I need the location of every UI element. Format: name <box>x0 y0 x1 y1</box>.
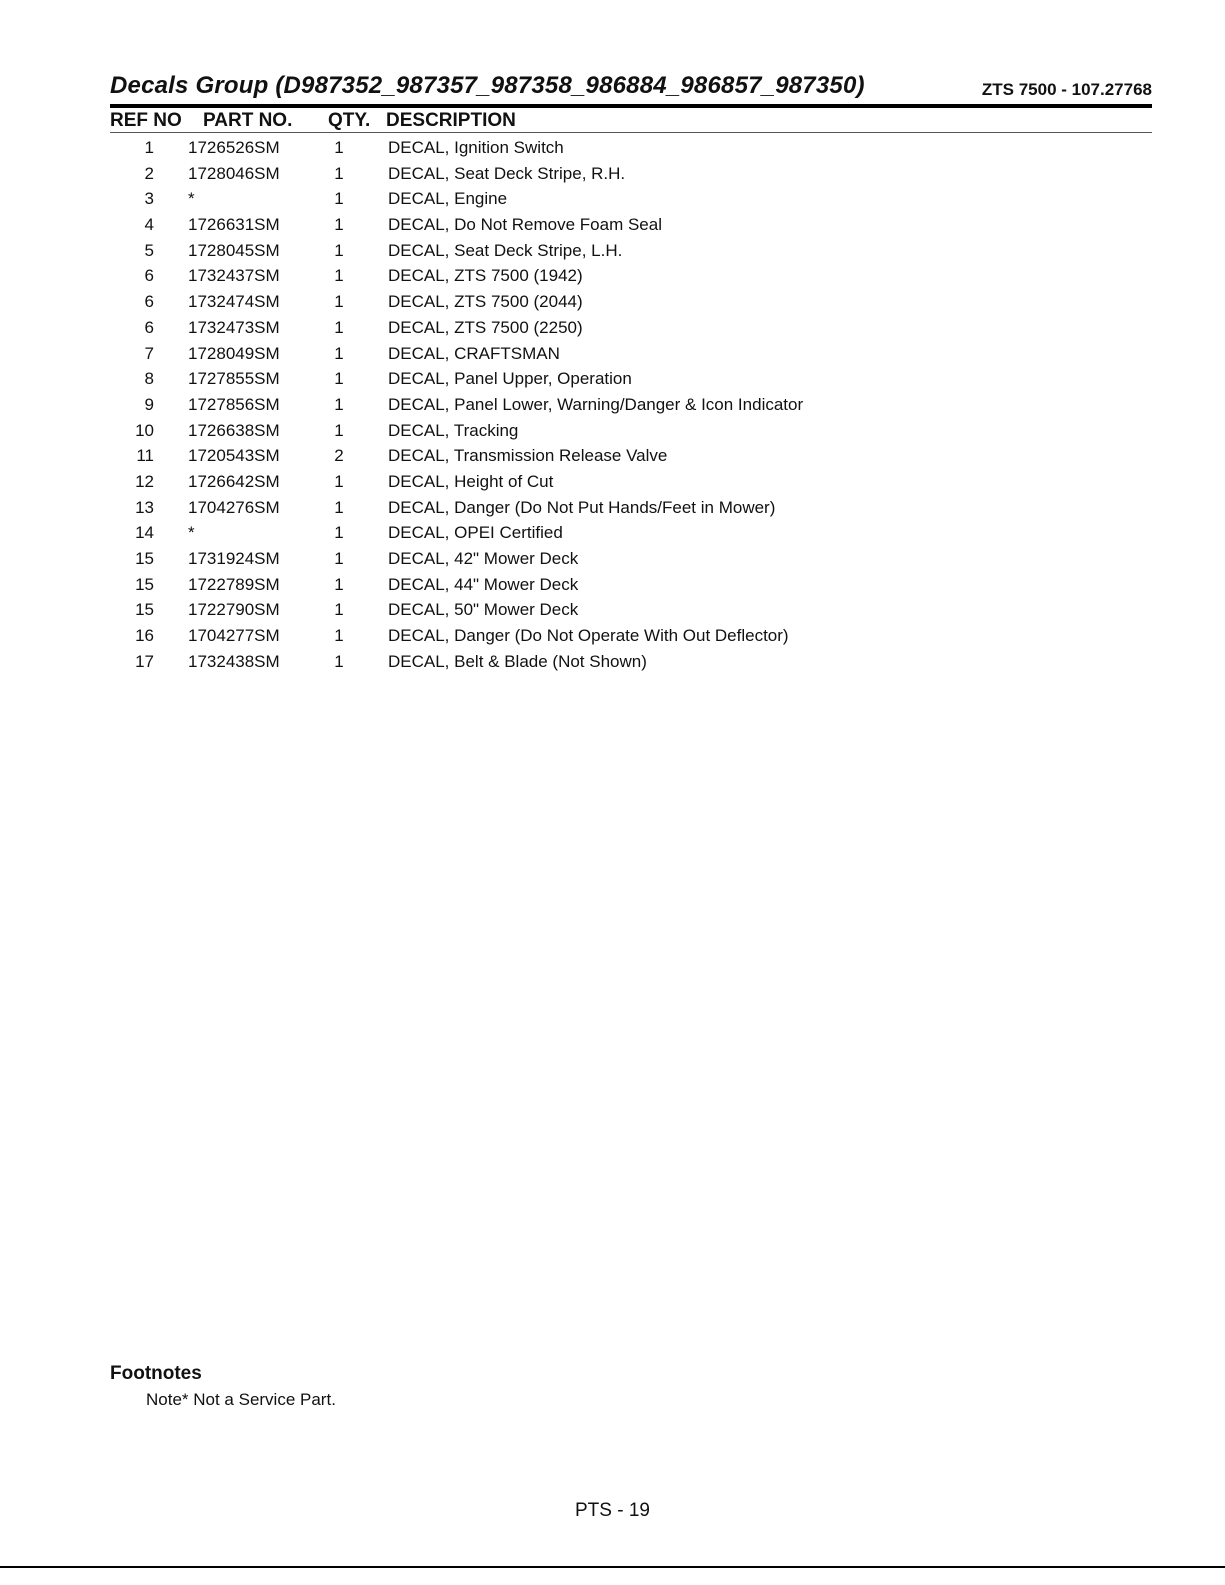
part-no-cell: 1727856SM <box>188 394 280 414</box>
ref-no-cell: 10 <box>135 420 154 440</box>
description-cell: DECAL, Seat Deck Stripe, R.H. <box>388 163 626 183</box>
part-no-cell: 1726638SM <box>188 420 280 440</box>
column-header-qty: QTY. <box>328 110 371 131</box>
qty-cell: 1 <box>334 626 344 646</box>
table-row <box>110 368 1152 394</box>
qty-cell: 1 <box>334 523 344 543</box>
part-no-cell: 1726631SM <box>188 215 280 235</box>
part-no-cell: 1727855SM <box>188 369 280 389</box>
qty-cell: 1 <box>334 600 344 620</box>
ref-no-cell: 6 <box>144 266 154 286</box>
table-row <box>110 522 1152 548</box>
page-title: Decals Group (D987352_987357_987358_986884_986857_987350) <box>110 72 865 99</box>
qty-cell: 1 <box>334 549 344 568</box>
table-row <box>110 471 1152 497</box>
ref-no-cell: 16 <box>135 626 154 646</box>
table-row <box>110 420 1152 446</box>
description-cell: DECAL, ZTS 7500 (1942) <box>388 266 583 286</box>
description-cell: DECAL, 44" Mower Deck <box>388 574 579 594</box>
ref-no-cell: 14 <box>135 523 154 543</box>
ref-no-cell: 7 <box>144 343 154 363</box>
qty-cell: 1 <box>334 138 344 157</box>
table-header <box>110 110 1152 133</box>
column-header-description: DESCRIPTION <box>386 110 516 131</box>
description-cell: DECAL, ZTS 7500 (2250) <box>388 317 583 337</box>
ref-no-cell: 6 <box>144 317 154 337</box>
qty-cell: 1 <box>334 215 344 235</box>
qty-cell: 1 <box>334 240 344 260</box>
qty-cell: 1 <box>334 369 344 389</box>
part-no-cell: 1732438SM <box>188 651 280 671</box>
page-header <box>110 70 1152 108</box>
part-no-cell: 1726642SM <box>188 471 280 491</box>
ref-no-cell: 3 <box>144 189 154 209</box>
table-row <box>110 163 1152 189</box>
description-cell: DECAL, Seat Deck Stripe, L.H. <box>388 240 623 260</box>
parts-table <box>110 137 1152 676</box>
ref-no-cell: 12 <box>135 471 154 491</box>
table-row <box>110 497 1152 523</box>
column-header-part-no: PART NO. <box>203 110 293 131</box>
qty-cell: 1 <box>334 343 344 363</box>
description-cell: DECAL, OPEI Certified <box>388 523 563 543</box>
description-cell: DECAL, Belt & Blade (Not Shown) <box>388 651 647 671</box>
ref-no-cell: 15 <box>135 574 154 594</box>
table-row <box>110 599 1152 625</box>
ref-no-cell: 5 <box>144 240 154 260</box>
part-no-cell: 1728046SM <box>188 163 280 183</box>
table-row <box>110 394 1152 420</box>
ref-no-cell: 2 <box>144 163 154 183</box>
qty-cell: 1 <box>334 497 344 517</box>
description-cell: DECAL, Do Not Remove Foam Seal <box>388 215 662 235</box>
table-row <box>110 188 1152 214</box>
ref-no-cell: 15 <box>135 600 154 620</box>
description-cell: DECAL, 42" Mower Deck <box>388 549 579 568</box>
footnotes-heading: Footnotes <box>110 1363 202 1384</box>
qty-cell: 1 <box>334 317 344 337</box>
ref-no-cell: 11 <box>136 446 154 466</box>
part-no-cell: * <box>188 189 195 209</box>
table-row <box>110 445 1152 471</box>
description-cell: DECAL, Tracking <box>388 420 519 440</box>
ref-no-cell: 6 <box>144 292 154 312</box>
ref-no-cell: 8 <box>144 369 154 389</box>
description-cell: DECAL, Transmission Release Valve <box>388 446 668 466</box>
table-row <box>110 625 1152 651</box>
table-row <box>110 137 1152 163</box>
part-no-cell: 1726526SM <box>188 138 280 157</box>
description-cell: DECAL, Panel Lower, Warning/Danger & Icon Indicator <box>388 394 804 414</box>
description-cell: DECAL, 50" Mower Deck <box>388 600 579 620</box>
part-no-cell: 1732437SM <box>188 266 280 286</box>
part-no-cell: 1722789SM <box>188 574 280 594</box>
qty-cell: 1 <box>334 420 344 440</box>
qty-cell: 1 <box>334 574 344 594</box>
description-cell: DECAL, CRAFTSMAN <box>388 343 560 363</box>
table-row <box>110 240 1152 266</box>
part-no-cell: 1722790SM <box>188 600 280 620</box>
qty-cell: 1 <box>334 651 344 671</box>
qty-cell: 1 <box>334 163 344 183</box>
part-no-cell: 1731924SM <box>188 549 280 568</box>
model-code: ZTS 7500 - 107.27768 <box>981 80 1152 99</box>
part-no-cell: 1704276SM <box>188 497 280 517</box>
qty-cell: 1 <box>334 471 344 491</box>
footnote-text: Note* Not a Service Part. <box>146 1390 336 1409</box>
part-no-cell: 1704277SM <box>188 626 280 646</box>
description-cell: DECAL, Height of Cut <box>388 471 554 491</box>
table-row <box>110 651 1152 677</box>
table-row <box>110 574 1152 600</box>
bottom-rule <box>0 1566 1225 1568</box>
table-row <box>110 317 1152 343</box>
table-row <box>110 214 1152 240</box>
part-no-cell: 1728045SM <box>188 240 280 260</box>
qty-cell: 1 <box>334 266 344 286</box>
qty-cell: 1 <box>334 189 344 209</box>
description-cell: DECAL, Ignition Switch <box>388 138 564 157</box>
ref-no-cell: 17 <box>135 651 154 671</box>
ref-no-cell: 4 <box>144 215 154 235</box>
part-no-cell: 1732473SM <box>188 317 280 337</box>
table-row <box>110 343 1152 369</box>
qty-cell: 1 <box>334 394 344 414</box>
description-cell: DECAL, Danger (Do Not Operate With Out Deflector) <box>388 626 789 646</box>
table-row <box>110 291 1152 317</box>
part-no-cell: 1732474SM <box>188 292 280 312</box>
part-no-cell: * <box>188 523 195 543</box>
description-cell: DECAL, ZTS 7500 (2044) <box>388 292 583 312</box>
qty-cell: 1 <box>334 292 344 312</box>
qty-cell: 2 <box>334 446 344 466</box>
ref-no-cell: 15 <box>135 549 154 568</box>
part-no-cell: 1720543SM <box>188 446 280 466</box>
ref-no-cell: 1 <box>144 138 154 157</box>
ref-no-cell: 9 <box>144 394 154 414</box>
description-cell: DECAL, Engine <box>388 189 508 209</box>
description-cell: DECAL, Danger (Do Not Put Hands/Feet in Mower) <box>388 497 776 517</box>
description-cell: DECAL, Panel Upper, Operation <box>388 369 632 389</box>
part-no-cell: 1728049SM <box>188 343 280 363</box>
column-header-ref-no: REF NO <box>110 110 182 131</box>
page-number: PTS - 19 <box>575 1500 650 1521</box>
table-row <box>110 548 1152 574</box>
ref-no-cell: 13 <box>135 497 154 517</box>
table-row <box>110 265 1152 291</box>
